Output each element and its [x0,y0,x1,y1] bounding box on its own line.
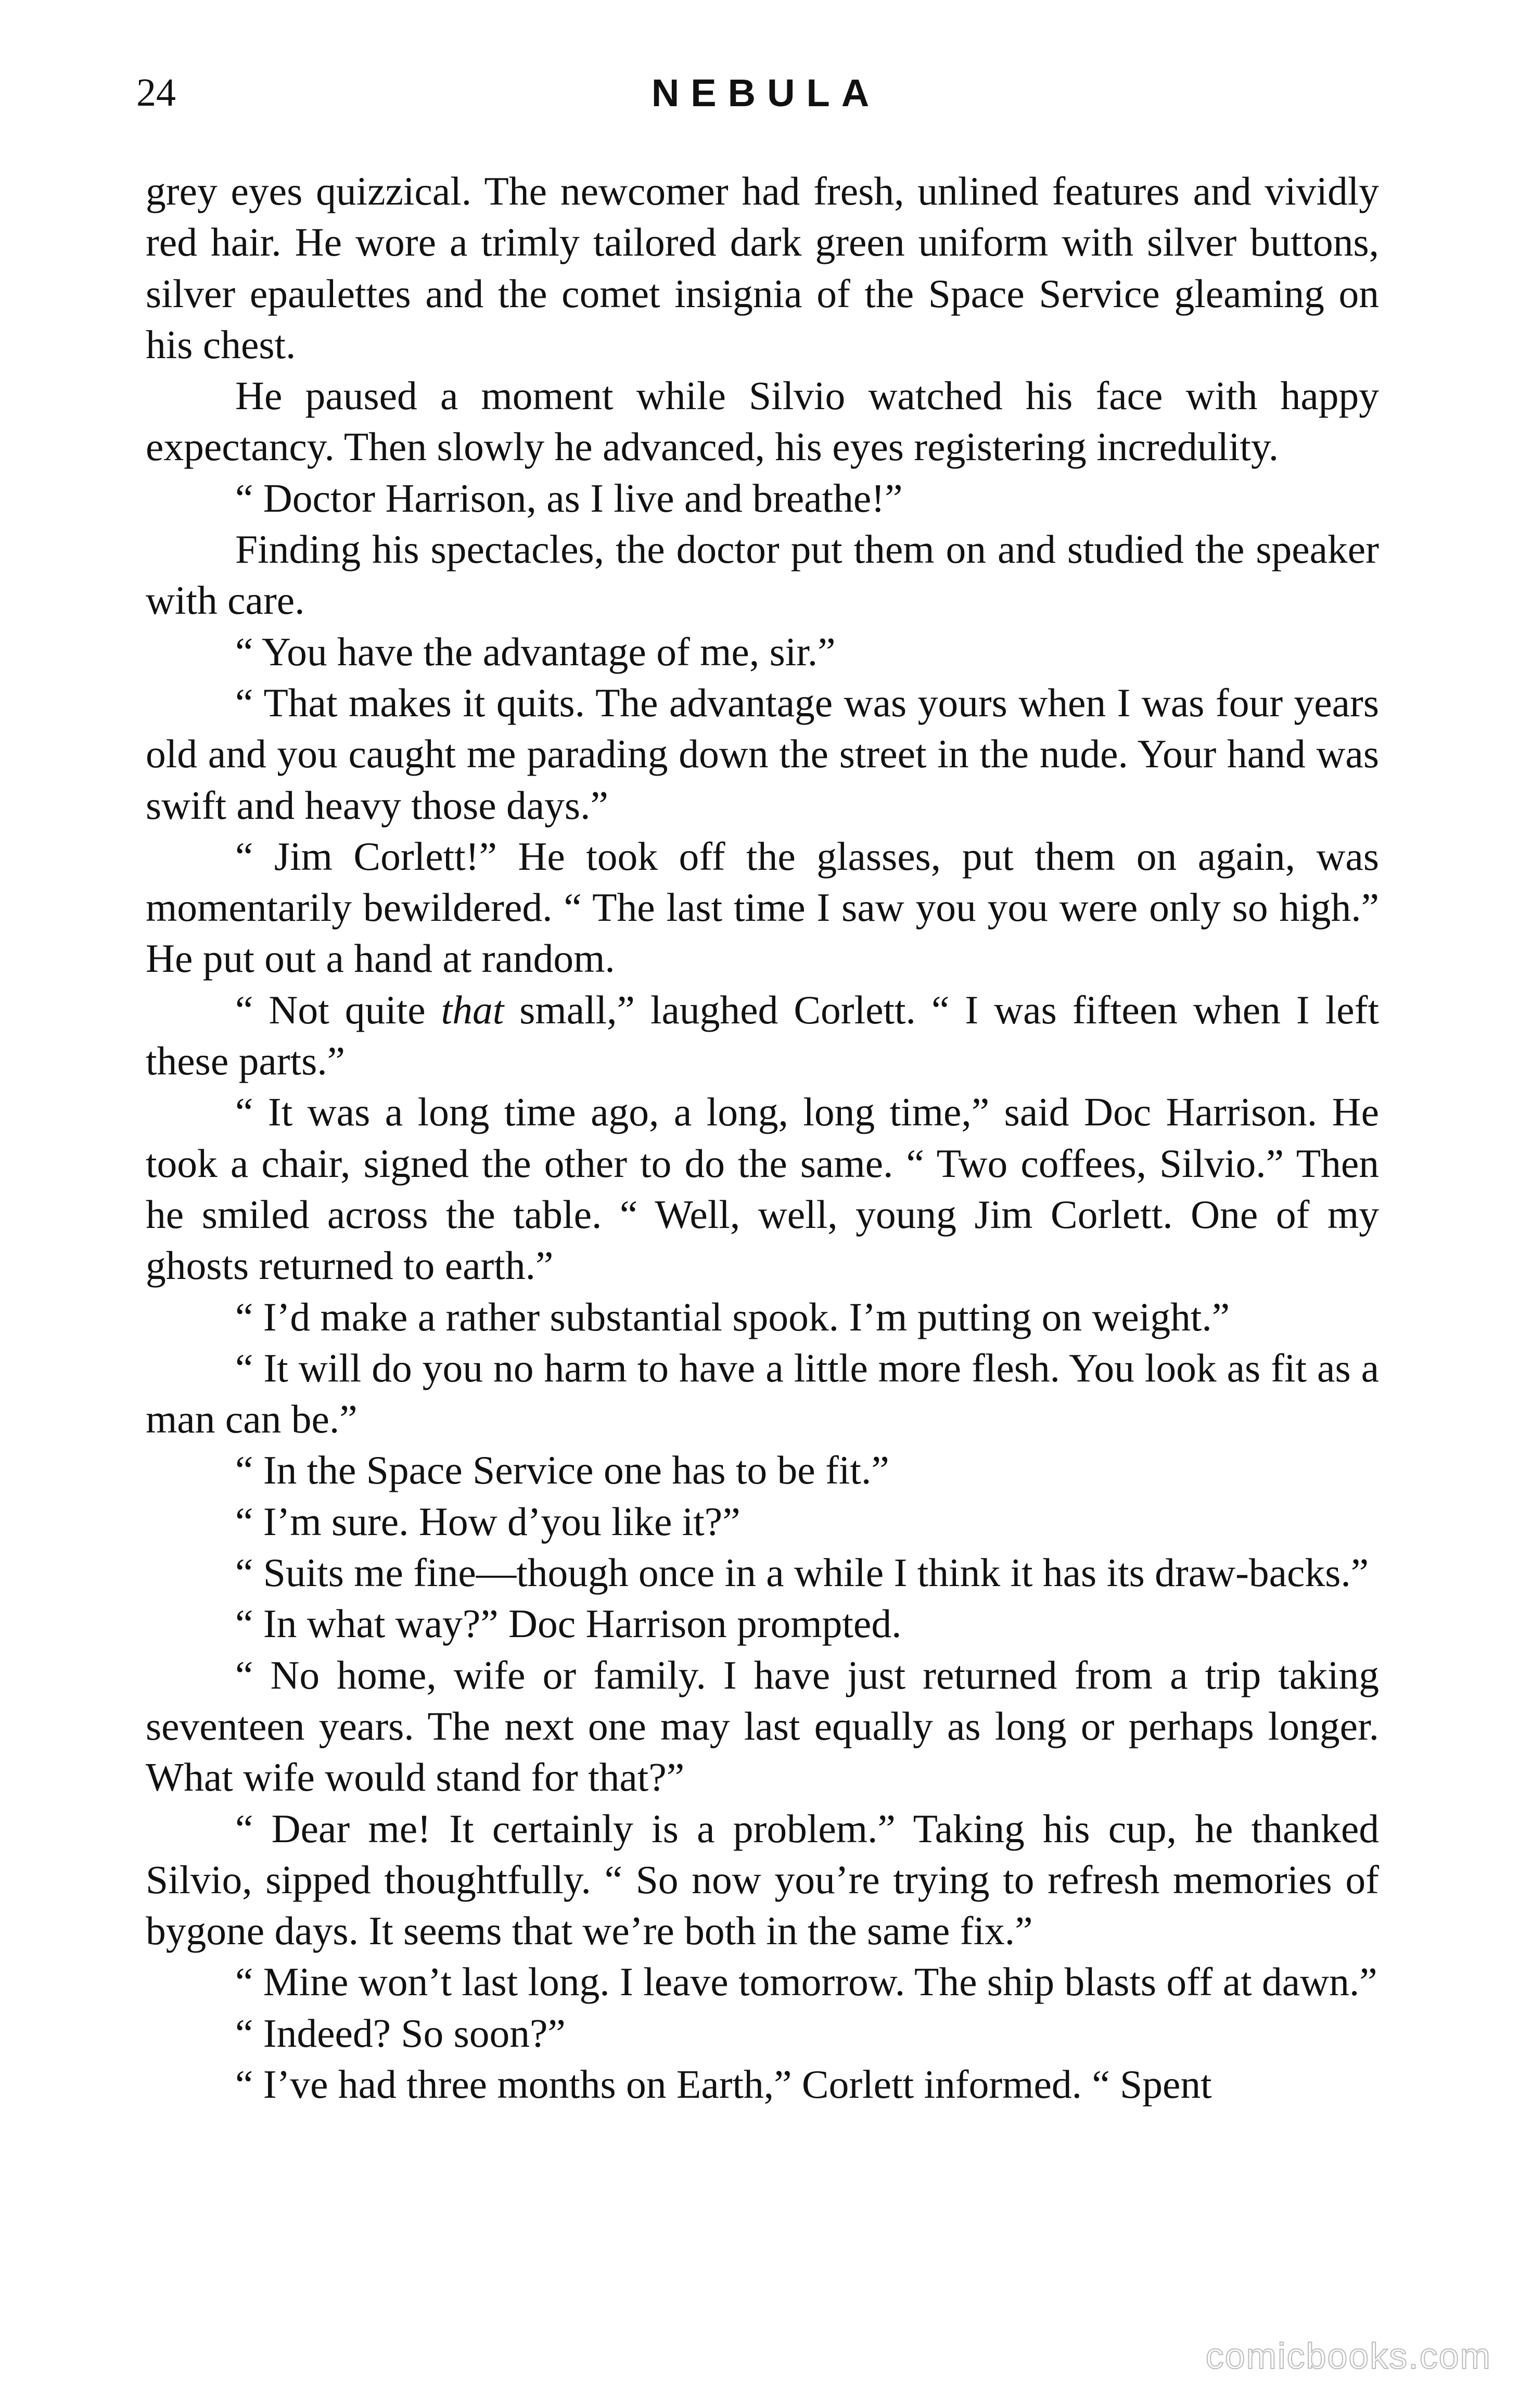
paragraph: “ It will do you no harm to have a little more flesh. You look as fit as a man can be.” [146,1345,1379,1442]
paragraph: grey eyes quizzical. The newcomer had fresh, unlined features and vividly red hair. He wore a trimly tailored dark green uniform with silver buttons, silver epaulettes and the comet insignia of the Space Service gleaming on his chest. [146,169,1379,367]
paragraph-text: “ Not quite [235,987,441,1032]
paragraph: “ Indeed? So soon?” [235,2010,566,2056]
paragraph: “ In what way?” Doc Harrison prompted. [235,1601,902,1646]
paragraph: “ You have the advantage of me, sir.” [235,629,836,674]
paragraph: “ I’ve had three months on Earth,” Corlett informed. “ Spent [235,2061,1212,2107]
paragraph: “ Jim Corlett!” He took off the glasses, put them on again, was momentarily bewildered. “ The last time I saw you you were only so high.” He put out a hand at random. [146,833,1379,981]
paragraph: “ No home, wife or family. I have just returned from a trip taking seventeen years. The next one may last equally as long or perhaps longer. What wife would stand for that?” [146,1652,1379,1800]
paragraph: “ I’d make a rather substantial spook. I’m putting on weight.” [235,1294,1230,1339]
body-text [146,166,1379,2110]
paragraph: Finding his spectacles, the doctor put them on and studied the speaker with care. [146,527,1379,623]
paragraph [146,984,1379,1087]
paragraph: “ Dear me! It certainly is a problem.” Taking his cup, he thanked Silvio, sipped thoughtfully. “ So now you’re trying to refresh memories of bygone days. It seems that we’re both in the same fix.” [146,1806,1379,1954]
paragraph: “ That makes it quits. The advantage was yours when I was four years old and you caught me parading down the street in the nude. Your hand was swift and heavy those days.” [146,680,1379,828]
watermark: comicbooks.com [1205,2336,1491,2376]
paragraph: He paused a moment while Silvio watched his face with happy expectancy. Then slowly he advanced, his eyes registering incredulity. [146,373,1379,470]
paragraph: “ It was a long time ago, a long, long time,” said Doc Harrison. He took a chair, signed the other to do the same. “ Two coffees, Silvio.” Then he smiled across the table. “ Well, well, young Jim Corlett. One of my ghosts returned to earth.” [146,1089,1379,1288]
paragraph: “ Doctor Harrison, as I live and breathe!” [235,475,903,521]
running-title: NEBULA [651,71,881,115]
paragraph: “ Suits me fine—though once in a while I think it has its draw-backs.” [235,1550,1369,1595]
page-number: 24 [136,71,176,115]
emphasized-word: that [441,987,504,1032]
paragraph: “ I’m sure. How d’you like it?” [235,1499,741,1544]
paragraph: “ Mine won’t last long. I leave tomorrow. The ship blasts off at dawn.” [235,1959,1377,2005]
paragraph: “ In the Space Service one has to be fit.” [235,1448,889,1493]
paragraph-text: small,” laughed Corlett. “ I was fifteen when I left these parts.” [146,987,1379,1084]
